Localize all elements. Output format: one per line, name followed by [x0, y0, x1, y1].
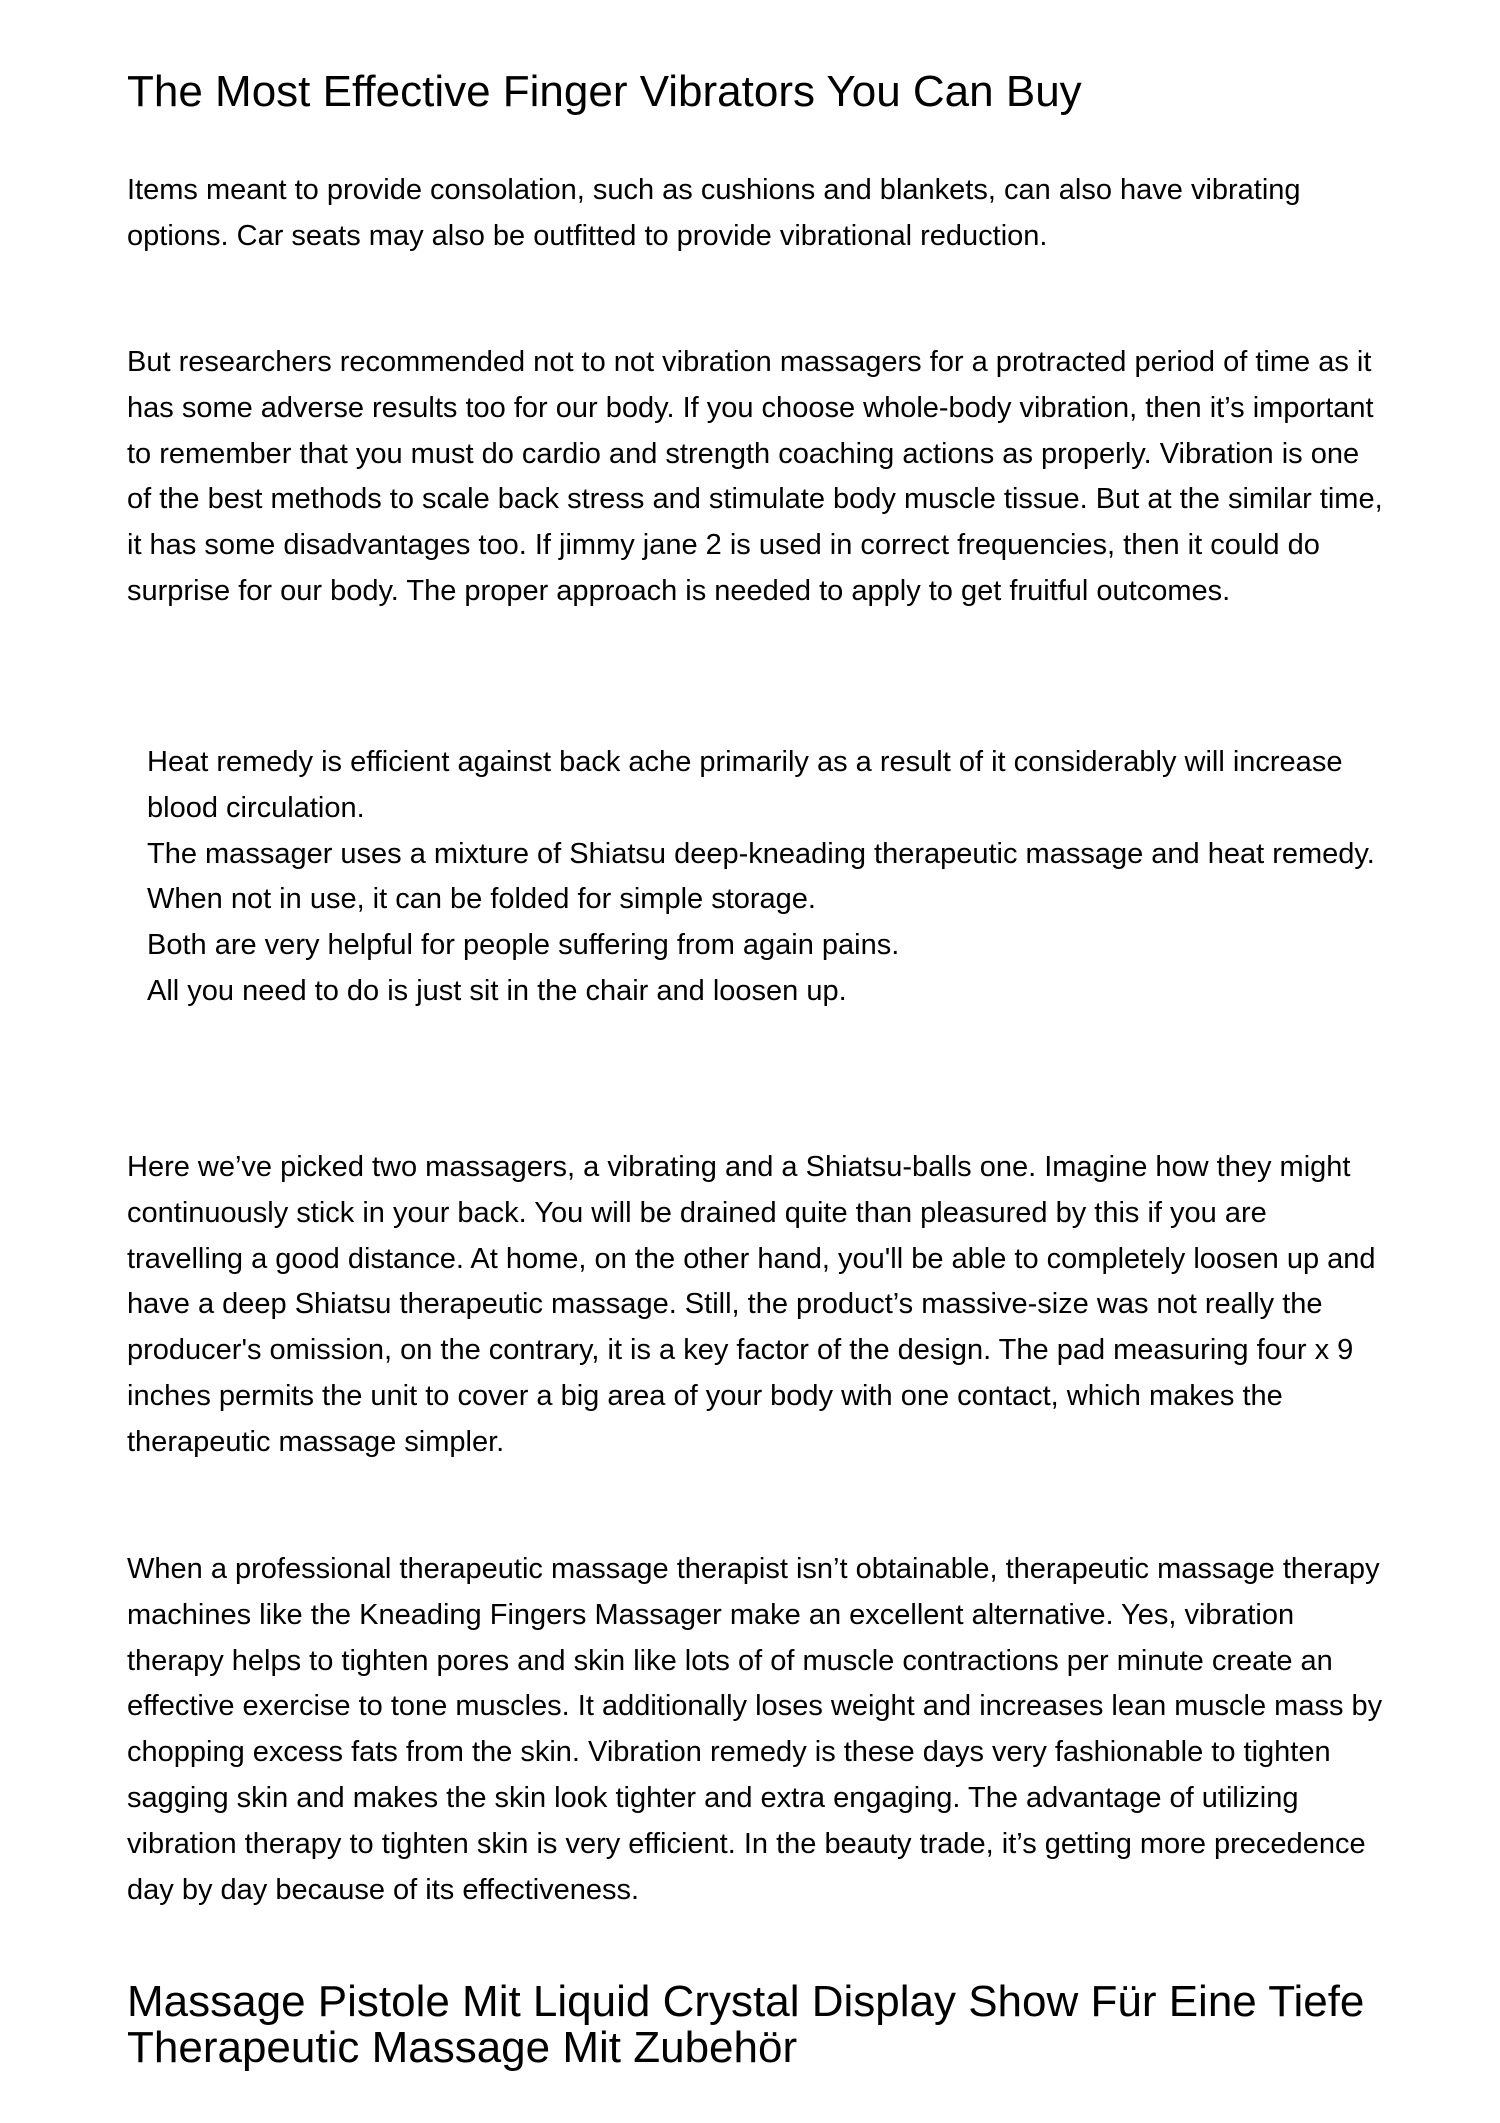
- list-item: Heat remedy is efficient against back ache primarily as a result of it considerably will increase blood circulation.: [147, 746, 1343, 824]
- paragraph-researchers: But researchers recommended not to not vibration massagers for a protracted period of time as it has some adverse results too for our body. If you choose whole-body vibration, then it’s important to remember that you must do cardio and strength coaching actions as properly. Vibration is one of the best methods to scale back stress and stimulate body muscle tissue. But at the similar time, it has some disadvantages too. If jimmy jane 2 is used in correct frequencies, then it could do surprise for our body. The proper approach is needed to apply to get fruitful outcomes.: [127, 346, 1383, 607]
- section-heading: Massage Pistole Mit Liquid Crystal Display Show Für Eine Tiefe Therapeutic Massage Mit Zubehör: [127, 1977, 1365, 2072]
- benefits-list: [147, 740, 1387, 1015]
- list-item: When not in use, it can be folded for simple storage.: [147, 883, 816, 916]
- paragraph-massagers: Here we’ve picked two massagers, a vibrating and a Shiatsu-balls one. Imagine how they might continuously stick in your back. You will be drained quite than pleasured by this if you are travelling a good distance. At home, on the other hand, you'll be able to completely loosen up and have a deep Shiatsu therapeutic massage. Still, the product’s massive-size was not really the producer's omission, on the contrary, it is a key factor of the design. The pad measuring four x 9 inches permits the unit to cover a big area of your body with one contact, which makes the therapeutic massage simpler.: [127, 1151, 1376, 1458]
- page-title: The Most Effective Finger Vibrators You Can Buy: [127, 67, 1082, 116]
- list-item: The massager uses a mixture of Shiatsu deep-kneading therapeutic massage and heat remedy.: [147, 837, 1375, 870]
- list-item: All you need to do is just sit in the chair and loosen up.: [147, 974, 847, 1007]
- list-item: Both are very helpful for people suffering from again pains.: [147, 929, 900, 962]
- paragraph-intro: Items meant to provide consolation, such as cushions and blankets, can also have vibrating options. Car seats may also be outfitted to provide vibrational reduction.: [127, 174, 1301, 252]
- paragraph-therapy: When a professional therapeutic massage therapist isn’t obtainable, therapeutic massage therapy machines like the Kneading Fingers Massager make an excellent alternative. Yes, vibration therapy helps to tighten pores and skin like lots of of muscle contractions per minute create an effective exercise to tone muscles. It additionally loses weight and increases lean muscle mass by chopping excess fats from the skin. Vibration remedy is these days very fashionable to tighten sagging skin and makes the skin look tighter and extra engaging. The advantage of utilizing vibration therapy to tighten skin is very efficient. In the beauty trade, it’s getting more precedence day by day because of its effectiveness.: [127, 1553, 1383, 1906]
